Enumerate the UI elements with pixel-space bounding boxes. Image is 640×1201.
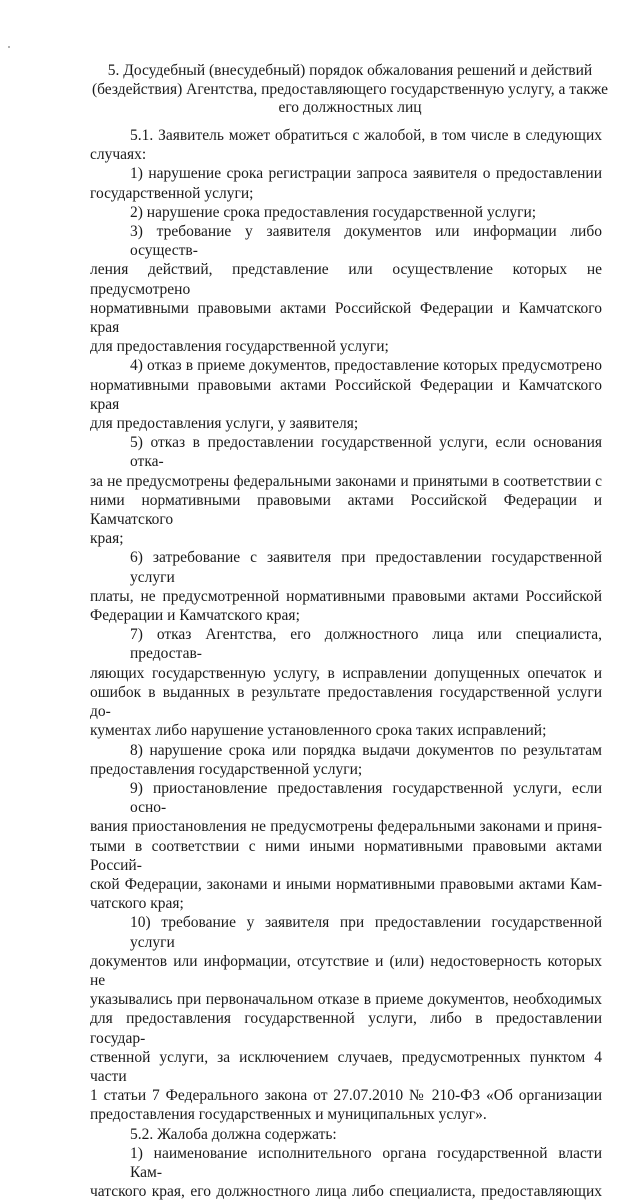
scan-speck — [8, 46, 10, 48]
text-line: платы, не предусмотренной нормативными правовыми актами Российской — [90, 587, 602, 605]
heading-line: 5. Досудебный (внесудебный) порядок обжалования решений и действий — [107, 62, 593, 79]
document-body — [90, 126, 602, 1201]
text-line: 1 статьи 7 Федерального закона от 27.07.2010 № 210-ФЗ «Об организации — [90, 1087, 602, 1105]
text-line: 4) отказ в приеме документов, предоставление которых предусмотрено — [130, 357, 602, 375]
text-line: 5.1. Заявитель может обратиться с жалобой, в том числе в следующих — [130, 127, 602, 144]
text-line: случаях: — [90, 146, 147, 164]
text-line: ской Федерации, законами и иными нормативными правовыми актами Кам- — [90, 875, 602, 893]
heading-line: его должностных лиц — [278, 99, 422, 116]
section-heading — [80, 62, 620, 118]
text-line: ления действий, представление или осуществление которых не предусмотрено — [90, 261, 602, 298]
text-line: государственной услуги; — [90, 184, 254, 202]
text-line: документов или информации, отсутствие и (или) недостоверность которых не — [90, 952, 602, 989]
text-line: вания приостановления не предусмотрены федеральными законами и приня- — [90, 818, 602, 836]
text-line: 5) отказ в предоставлении государственной услуги, если основания отка- — [130, 434, 602, 471]
text-line: 2) нарушение срока предоставления государственной услуги; — [130, 203, 537, 221]
text-line: для предоставления государственной услуги; — [90, 338, 389, 356]
text-line: 1) наименование исполнительного органа государственной власти Кам- — [130, 1144, 602, 1181]
heading-line: (бездействия) Агентства, предоставляющего государственную услугу, а также — [91, 80, 609, 98]
text-line: 9) приостановление предоставления государственной услуги, если осно- — [130, 779, 602, 817]
text-line: нормативными правовыми актами Российской Федерации и Камчатского края — [90, 299, 602, 337]
text-line: ляющих государственную услугу, в исправлении допущенных опечаток и — [90, 664, 602, 682]
text-line: 3) требование у заявителя документов или информации либо осуществ- — [130, 223, 602, 260]
text-line: 1) нарушение срока регистрации запроса заявителя о предоставлении — [130, 165, 602, 183]
text-line: для предоставления услуги, у заявителя; — [90, 415, 359, 433]
text-line: предоставления государственной услуги; — [90, 760, 363, 778]
text-line: ошибок в выданных в результате предоставления государственной услуги до- — [90, 683, 602, 721]
text-line: 10) требование у заявителя при предоставлении государственной услуги — [130, 914, 602, 951]
text-line: тыми в соответствии с ними иными нормативными правовыми актами Россий- — [90, 837, 602, 874]
text-line: для предоставления государственной услуги, либо в предоставлении государ- — [90, 1010, 602, 1047]
text-line: края; — [90, 530, 124, 548]
text-line: чатского края, его должностного лица либо специалиста, предоставляющих — [90, 1183, 602, 1201]
text-line: за не предусмотрены федеральными законами и принятыми в соответствии с — [90, 472, 602, 490]
text-line: 5.2. Жалоба должна содержать: — [130, 1125, 337, 1143]
text-line: предоставления государственных и муниципальных услуг». — [90, 1106, 487, 1124]
text-line: Федерации и Камчатского края; — [90, 607, 300, 625]
text-line: 7) отказ Агентства, его должностного лица или специалиста, предостав- — [130, 626, 602, 663]
text-line: ними нормативными правовыми актами Российской Федерации и Камчатского — [90, 491, 602, 529]
text-line: нормативными правовыми актами Российской Федерации и Камчатского края — [90, 376, 602, 413]
text-line: указывались при первоначальном отказе в приеме документов, необходимых — [90, 991, 602, 1009]
text-line: 8) нарушение срока или порядка выдачи документов по результатам — [130, 741, 602, 759]
text-line: 6) затребование с заявителя при предоставлении государственной услуги — [130, 549, 602, 586]
text-line: чатского края; — [90, 895, 184, 913]
text-line: кументах либо нарушение установленного срока таких исправлений; — [90, 722, 547, 740]
text-line: ственной услуги, за исключением случаев, предусмотренных пунктом 4 части — [90, 1048, 602, 1085]
